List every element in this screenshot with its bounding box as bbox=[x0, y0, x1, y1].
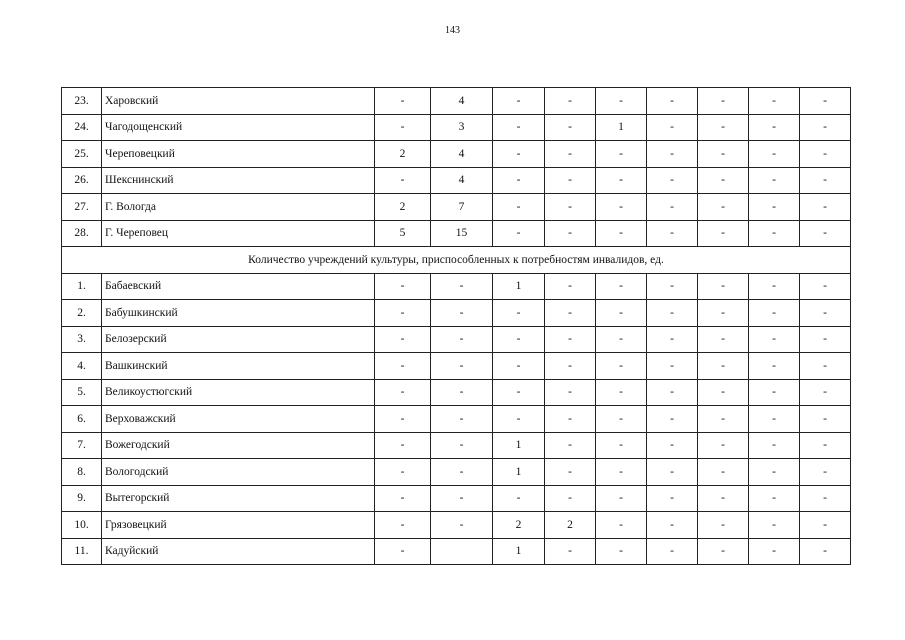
value-cell: - bbox=[800, 300, 851, 327]
value-cell: 2 bbox=[375, 141, 431, 168]
value-cell: - bbox=[647, 141, 698, 168]
value-cell: - bbox=[647, 167, 698, 194]
district-name: Вытегорский bbox=[102, 485, 375, 512]
value-cell: - bbox=[749, 379, 800, 406]
district-name: Харовский bbox=[102, 88, 375, 115]
value-cell: - bbox=[375, 88, 431, 115]
value-cell: - bbox=[647, 88, 698, 115]
value-cell: - bbox=[800, 326, 851, 353]
value-cell: - bbox=[545, 273, 596, 300]
value-cell: - bbox=[545, 432, 596, 459]
value-cell: - bbox=[493, 353, 545, 380]
value-cell: - bbox=[431, 273, 493, 300]
value-cell: - bbox=[375, 326, 431, 353]
value-cell: - bbox=[647, 273, 698, 300]
value-cell: - bbox=[431, 459, 493, 486]
value-cell: - bbox=[647, 432, 698, 459]
table-row bbox=[62, 379, 851, 406]
value-cell: - bbox=[698, 459, 749, 486]
value-cell: - bbox=[647, 300, 698, 327]
district-name: Чагодощенский bbox=[102, 114, 375, 141]
value-cell: - bbox=[545, 459, 596, 486]
district-name: Кадуйский bbox=[102, 538, 375, 565]
value-cell: - bbox=[375, 538, 431, 565]
value-cell: - bbox=[596, 220, 647, 247]
value-cell: - bbox=[749, 300, 800, 327]
value-cell: - bbox=[545, 353, 596, 380]
district-name: Вожегодский bbox=[102, 432, 375, 459]
value-cell: - bbox=[375, 485, 431, 512]
value-cell: - bbox=[800, 485, 851, 512]
value-cell: - bbox=[596, 326, 647, 353]
value-cell: - bbox=[375, 432, 431, 459]
value-cell: - bbox=[431, 512, 493, 539]
value-cell: - bbox=[596, 88, 647, 115]
row-number: 27. bbox=[62, 194, 102, 221]
value-cell: - bbox=[749, 538, 800, 565]
row-number: 26. bbox=[62, 167, 102, 194]
value-cell: - bbox=[545, 326, 596, 353]
value-cell: - bbox=[749, 194, 800, 221]
value-cell: - bbox=[800, 353, 851, 380]
value-cell: - bbox=[800, 432, 851, 459]
value-cell: - bbox=[647, 379, 698, 406]
row-number: 8. bbox=[62, 459, 102, 486]
value-cell: - bbox=[749, 220, 800, 247]
value-cell: - bbox=[431, 406, 493, 433]
table-row bbox=[62, 512, 851, 539]
row-number: 23. bbox=[62, 88, 102, 115]
value-cell: - bbox=[800, 538, 851, 565]
value-cell: - bbox=[596, 485, 647, 512]
district-name: Г. Вологда bbox=[102, 194, 375, 221]
value-cell: - bbox=[749, 167, 800, 194]
value-cell: - bbox=[493, 114, 545, 141]
value-cell: - bbox=[493, 194, 545, 221]
row-number: 5. bbox=[62, 379, 102, 406]
value-cell: - bbox=[698, 326, 749, 353]
value-cell: - bbox=[545, 406, 596, 433]
value-cell: 15 bbox=[431, 220, 493, 247]
value-cell: - bbox=[749, 432, 800, 459]
value-cell: - bbox=[375, 300, 431, 327]
value-cell: - bbox=[800, 273, 851, 300]
row-number: 24. bbox=[62, 114, 102, 141]
value-cell: - bbox=[698, 485, 749, 512]
value-cell: - bbox=[698, 273, 749, 300]
district-name: Белозерский bbox=[102, 326, 375, 353]
table-row bbox=[62, 459, 851, 486]
value-cell: - bbox=[800, 114, 851, 141]
table-row bbox=[62, 273, 851, 300]
table-row bbox=[62, 432, 851, 459]
value-cell: - bbox=[647, 114, 698, 141]
value-cell: - bbox=[493, 485, 545, 512]
value-cell: - bbox=[800, 88, 851, 115]
value-cell: - bbox=[749, 273, 800, 300]
section-row bbox=[62, 247, 851, 274]
value-cell: 1 bbox=[493, 538, 545, 565]
value-cell: - bbox=[545, 194, 596, 221]
value-cell: 7 bbox=[431, 194, 493, 221]
value-cell: 4 bbox=[431, 167, 493, 194]
value-cell: - bbox=[431, 485, 493, 512]
value-cell: - bbox=[545, 114, 596, 141]
value-cell: - bbox=[545, 538, 596, 565]
value-cell: - bbox=[545, 88, 596, 115]
table-body bbox=[62, 88, 851, 565]
value-cell: - bbox=[698, 194, 749, 221]
value-cell: - bbox=[545, 141, 596, 168]
value-cell: - bbox=[431, 300, 493, 327]
row-number: 1. bbox=[62, 273, 102, 300]
value-cell: - bbox=[545, 379, 596, 406]
value-cell: - bbox=[647, 326, 698, 353]
row-number: 9. bbox=[62, 485, 102, 512]
table-row bbox=[62, 194, 851, 221]
district-name: Бабаевский bbox=[102, 273, 375, 300]
value-cell: - bbox=[800, 167, 851, 194]
value-cell: - bbox=[647, 220, 698, 247]
table-row bbox=[62, 538, 851, 565]
table-row bbox=[62, 300, 851, 327]
district-name: Вашкинский bbox=[102, 353, 375, 380]
district-name: Великоустюгский bbox=[102, 379, 375, 406]
value-cell: - bbox=[545, 220, 596, 247]
value-cell: - bbox=[698, 167, 749, 194]
value-cell: - bbox=[647, 353, 698, 380]
value-cell: - bbox=[647, 512, 698, 539]
value-cell: - bbox=[800, 459, 851, 486]
value-cell: - bbox=[800, 406, 851, 433]
value-cell: - bbox=[375, 167, 431, 194]
value-cell: - bbox=[596, 379, 647, 406]
value-cell: - bbox=[596, 432, 647, 459]
value-cell: - bbox=[375, 379, 431, 406]
value-cell: - bbox=[698, 406, 749, 433]
value-cell: - bbox=[596, 194, 647, 221]
value-cell: - bbox=[431, 326, 493, 353]
table-row bbox=[62, 141, 851, 168]
value-cell: - bbox=[647, 485, 698, 512]
value-cell: - bbox=[749, 353, 800, 380]
table-row bbox=[62, 326, 851, 353]
value-cell: - bbox=[749, 114, 800, 141]
page-number: 143 bbox=[445, 25, 460, 36]
table-row bbox=[62, 88, 851, 115]
value-cell: - bbox=[749, 141, 800, 168]
value-cell: 1 bbox=[493, 273, 545, 300]
value-cell: - bbox=[375, 353, 431, 380]
value-cell: 2 bbox=[375, 194, 431, 221]
value-cell: - bbox=[800, 379, 851, 406]
value-cell: - bbox=[375, 114, 431, 141]
value-cell: - bbox=[647, 406, 698, 433]
table-row bbox=[62, 114, 851, 141]
table-row bbox=[62, 485, 851, 512]
table-row bbox=[62, 220, 851, 247]
value-cell: - bbox=[698, 379, 749, 406]
section-title: Количество учреждений культуры, приспособленных к потребностям инвалидов, ед. bbox=[62, 247, 851, 274]
value-cell: - bbox=[493, 141, 545, 168]
value-cell: - bbox=[698, 220, 749, 247]
row-number: 10. bbox=[62, 512, 102, 539]
value-cell: 3 bbox=[431, 114, 493, 141]
value-cell: - bbox=[375, 406, 431, 433]
value-cell: - bbox=[596, 512, 647, 539]
value-cell: - bbox=[800, 220, 851, 247]
value-cell: - bbox=[596, 300, 647, 327]
value-cell: - bbox=[375, 459, 431, 486]
value-cell: - bbox=[493, 300, 545, 327]
table-row bbox=[62, 406, 851, 433]
value-cell: - bbox=[749, 512, 800, 539]
table-row bbox=[62, 353, 851, 380]
value-cell bbox=[431, 538, 493, 565]
value-cell: - bbox=[749, 88, 800, 115]
value-cell: - bbox=[493, 220, 545, 247]
table-row bbox=[62, 167, 851, 194]
value-cell: - bbox=[698, 512, 749, 539]
value-cell: - bbox=[596, 141, 647, 168]
value-cell: - bbox=[800, 512, 851, 539]
value-cell: - bbox=[493, 88, 545, 115]
value-cell: - bbox=[596, 273, 647, 300]
value-cell: - bbox=[800, 141, 851, 168]
value-cell: - bbox=[375, 273, 431, 300]
value-cell: - bbox=[698, 353, 749, 380]
row-number: 6. bbox=[62, 406, 102, 433]
value-cell: - bbox=[647, 538, 698, 565]
value-cell: - bbox=[596, 353, 647, 380]
value-cell: - bbox=[431, 379, 493, 406]
value-cell: 5 bbox=[375, 220, 431, 247]
value-cell: - bbox=[698, 432, 749, 459]
value-cell: - bbox=[749, 459, 800, 486]
value-cell: - bbox=[545, 485, 596, 512]
district-name: Г. Череповец bbox=[102, 220, 375, 247]
value-cell: - bbox=[698, 114, 749, 141]
value-cell: - bbox=[698, 141, 749, 168]
value-cell: - bbox=[493, 379, 545, 406]
value-cell: - bbox=[545, 167, 596, 194]
value-cell: - bbox=[698, 538, 749, 565]
value-cell: - bbox=[749, 406, 800, 433]
district-name: Вологодский bbox=[102, 459, 375, 486]
value-cell: - bbox=[375, 512, 431, 539]
value-cell: - bbox=[647, 459, 698, 486]
value-cell: - bbox=[698, 88, 749, 115]
value-cell: - bbox=[596, 538, 647, 565]
value-cell: - bbox=[493, 167, 545, 194]
row-number: 28. bbox=[62, 220, 102, 247]
district-name: Шекснинский bbox=[102, 167, 375, 194]
value-cell: - bbox=[647, 194, 698, 221]
value-cell: 2 bbox=[493, 512, 545, 539]
row-number: 4. bbox=[62, 353, 102, 380]
value-cell: - bbox=[698, 300, 749, 327]
value-cell: - bbox=[493, 326, 545, 353]
value-cell: - bbox=[431, 353, 493, 380]
value-cell: - bbox=[749, 326, 800, 353]
district-name: Верховажский bbox=[102, 406, 375, 433]
district-name: Грязовецкий bbox=[102, 512, 375, 539]
value-cell: 1 bbox=[493, 432, 545, 459]
row-number: 11. bbox=[62, 538, 102, 565]
value-cell: - bbox=[493, 406, 545, 433]
value-cell: - bbox=[431, 432, 493, 459]
row-number: 25. bbox=[62, 141, 102, 168]
value-cell: - bbox=[749, 485, 800, 512]
row-number: 3. bbox=[62, 326, 102, 353]
value-cell: - bbox=[596, 406, 647, 433]
row-number: 7. bbox=[62, 432, 102, 459]
row-number: 2. bbox=[62, 300, 102, 327]
statistics-table bbox=[61, 87, 851, 565]
value-cell: - bbox=[800, 194, 851, 221]
district-name: Череповецкий bbox=[102, 141, 375, 168]
value-cell: - bbox=[596, 459, 647, 486]
value-cell: - bbox=[545, 300, 596, 327]
value-cell: 1 bbox=[493, 459, 545, 486]
value-cell: 1 bbox=[596, 114, 647, 141]
value-cell: 4 bbox=[431, 141, 493, 168]
district-name: Бабушкинский bbox=[102, 300, 375, 327]
value-cell: - bbox=[596, 167, 647, 194]
value-cell: 4 bbox=[431, 88, 493, 115]
value-cell: 2 bbox=[545, 512, 596, 539]
